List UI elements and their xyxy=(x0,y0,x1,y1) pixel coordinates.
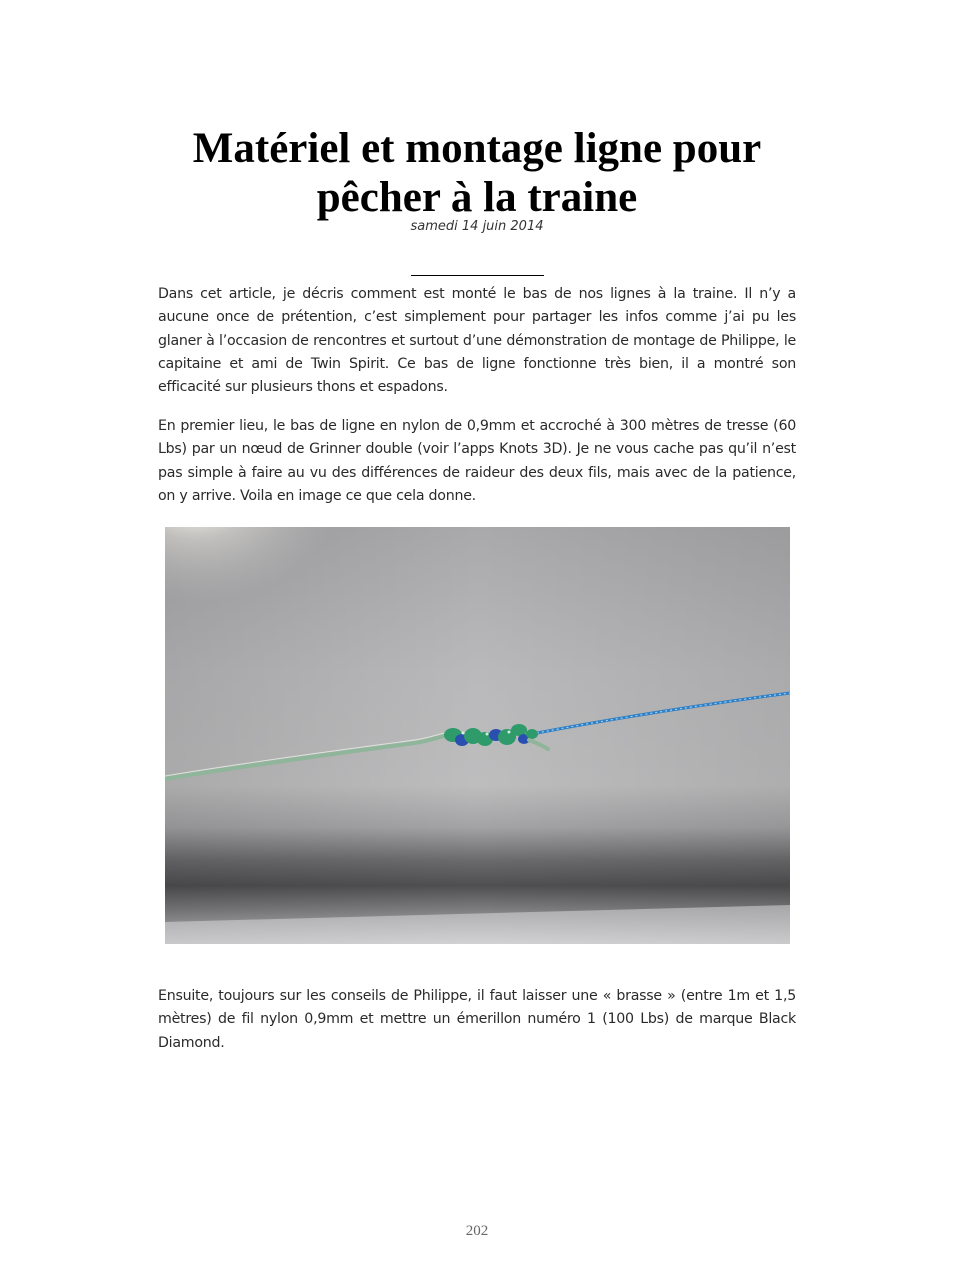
knot-photo xyxy=(165,527,790,944)
page-number: 202 xyxy=(465,1223,489,1239)
paragraph-swivel: Ensuite, toujours sur les conseils de Philippe, il faut laisser une « brasse » (entre 1m et 1,5 mètres) de fil nylon 0,9mm et mettre un émerillon numéro 1 (100 Lbs) de marque Black Diamond. xyxy=(158,988,796,1051)
title-divider xyxy=(411,275,544,276)
paragraph-knot: En premier lieu, le bas de ligne en nylon de 0,9mm et accroché à 300 mètres de tresse (60 Lbs) par un nœud de Grinner double (voir l’apps Knots 3D). Je ne vous cache pas qu’il n’est pas simple à faire au vu des différences de raideur des deux fils, mais avec de la patience, on y arrive. Voila en image ce que cela donne. xyxy=(158,418,796,504)
article-title: Matériel et montage ligne pour pêcher à la traine xyxy=(192,125,762,221)
article-date: samedi 14 juin 2014 xyxy=(410,219,544,234)
paragraph-intro: Dans cet article, je décris comment est monté le bas de nos lignes à la traine. Il n’y a aucune once de prétention, c’est simplement pour partager les infos comme j’ai pu les glaner à l’occasion de rencontres et surtout d’une démonstration de montage de Philippe, le capitaine et ami de Twin Spirit. Ce bas de ligne fonctionne très bien, il a montré son efficacité sur plusieurs thons et espadons. xyxy=(158,286,796,396)
